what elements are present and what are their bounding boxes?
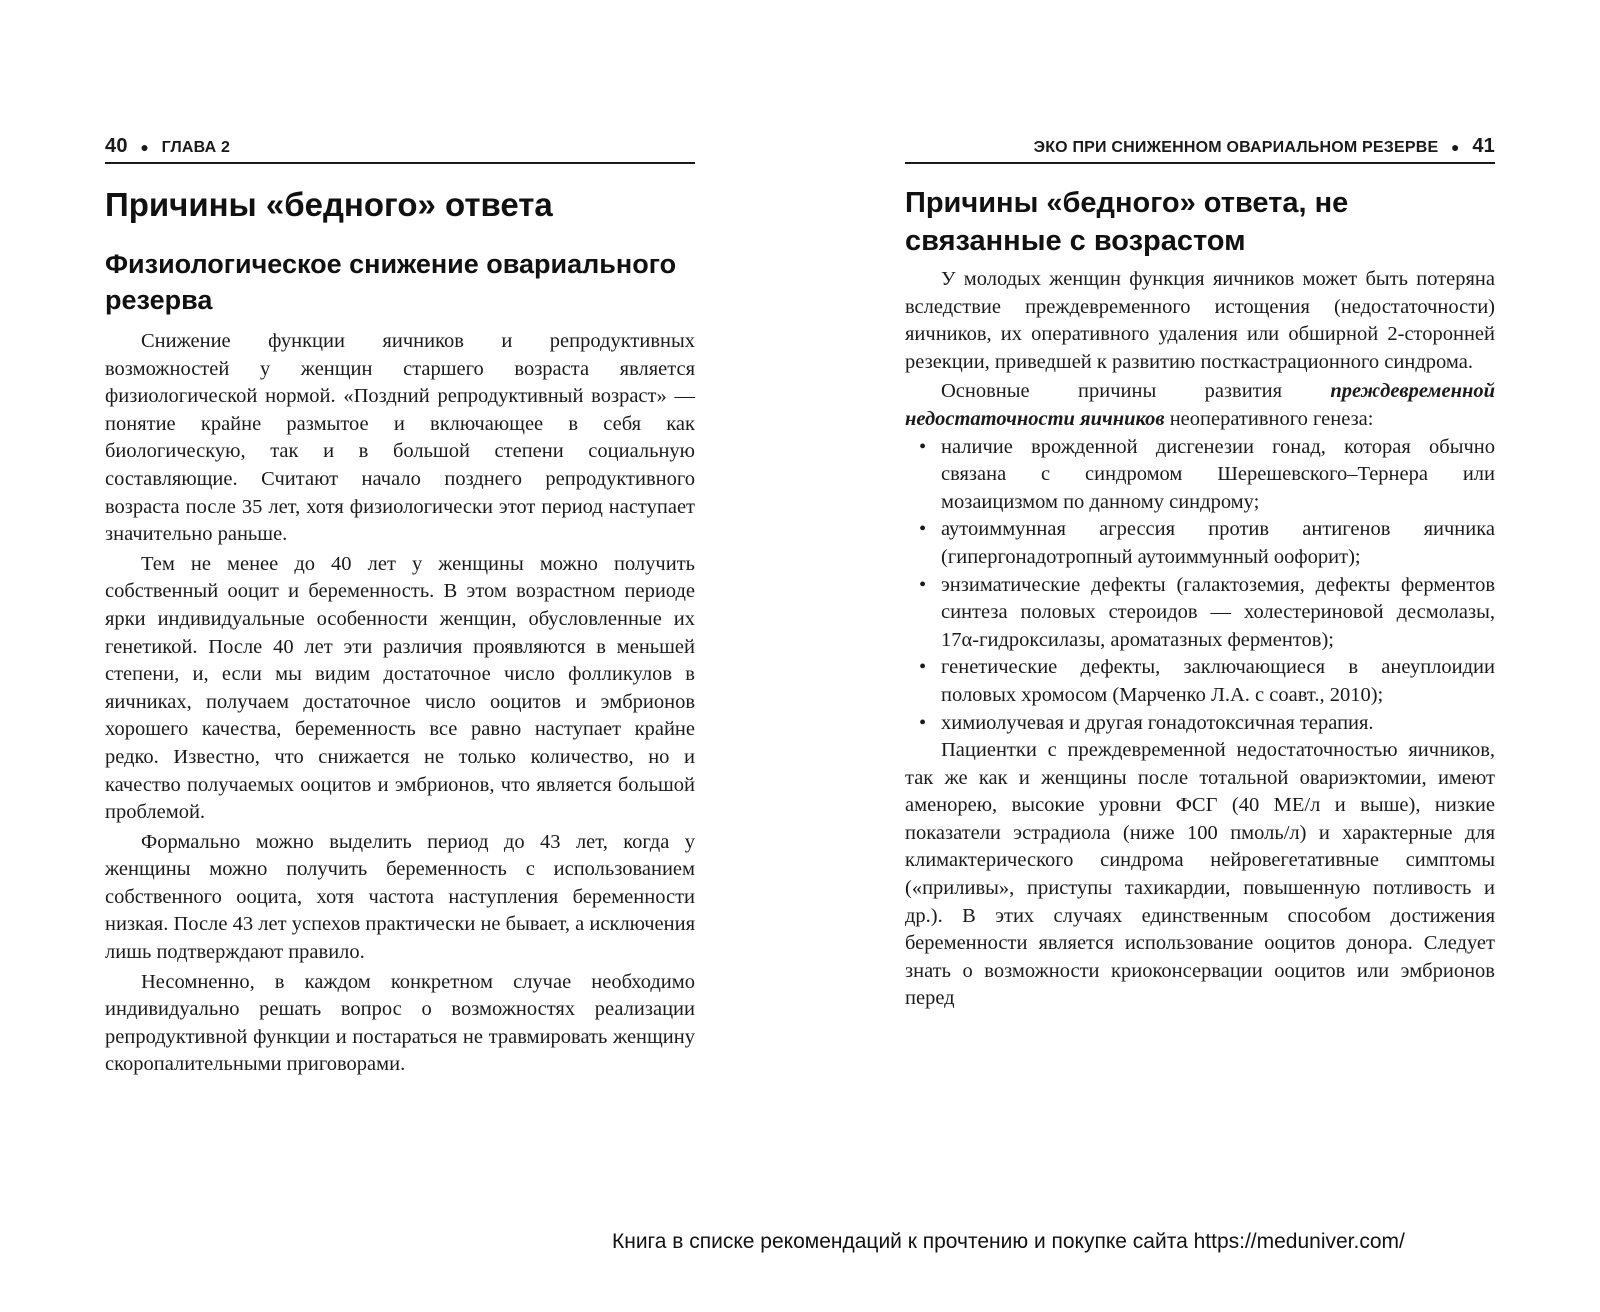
right-paragraph: У молодых женщин функция яичников может быть потеряна вследствие преждевременного истощения (недостаточности) яичников, их оперативного удаления или обширной 2-сторонней резекции, приведшей к развитию посткастрационного синдрома. bbox=[905, 268, 1495, 373]
left-body bbox=[105, 328, 695, 1079]
watermark-link[interactable]: Книга в списке рекомендаций к прочтению и покупке сайта https://meduniver.com/ bbox=[612, 1230, 1405, 1253]
paragraph-text: неоперативного генеза: bbox=[1164, 407, 1374, 430]
left-page-number: 40 bbox=[105, 135, 128, 157]
chapter-label: ГЛАВА 2 bbox=[161, 139, 231, 156]
left-page bbox=[105, 130, 695, 1079]
header-bullet: ● bbox=[140, 139, 149, 155]
right-page bbox=[905, 130, 1495, 1013]
left-paragraph: Формально можно выделить период до 43 лет, когда у женщины можно получить беременность с использованием собственного ооцита, хотя частота наступления беременности низкая. После 43 лет успехов практически не бывает, а исключения лишь подтверждают правило. bbox=[105, 830, 695, 964]
running-title: ЭКО ПРИ СНИЖЕННОМ ОВАРИАЛЬНОМ РЕЗЕРВЕ bbox=[1033, 139, 1439, 156]
causes-list bbox=[905, 434, 1495, 738]
right-paragraph bbox=[905, 378, 1495, 433]
right-section-title: Причины «бедного» ответа, не связанные с возрастом bbox=[905, 187, 1349, 257]
list-item: • аутоиммунная агрессия против антигенов яичника (гипергонадотропный аутоиммунный оофорит); bbox=[941, 516, 1495, 571]
left-paragraph: Тем не менее до 40 лет у женщины можно получить собственный ооцит и беременность. В этом возрастном периоде ярки индивидуальные особенности женщин, обусловленные их генетикой. После 40 лет эти различия проявляются в меньшей степени, и, если мы видим достаточное число фолликулов в яичниках, получаем достаточное число ооцитов и эмбрионов хорошего качества, беременность все равно наступает крайне редко. Известно, что снижается не только количество, но и качество получаемых ооцитов и эмбрионов, что является большой проблемой. bbox=[105, 552, 695, 824]
list-item: • генетические дефекты, заключающиеся в анеуплоидии половых хромосом (Марченко Л.А. с соавт., 2010); bbox=[941, 654, 1495, 709]
paragraph-text: Основные причины развития bbox=[941, 380, 1331, 403]
left-subsection-title: Физиологическое снижение овариального резерва bbox=[105, 249, 677, 315]
list-item: • энзиматические дефекты (галактоземия, дефекты ферментов синтеза половых стероидов — холестериновой десмолазы, 17α-гидроксилазы, ароматазных ферментов); bbox=[941, 572, 1495, 655]
left-paragraph: Снижение функции яичников и репродуктивных возможностей у женщин старшего возраста является физиологической нормой. «Поздний репродуктивный возраст» — понятие крайне размытое и включающее в себя как биологическую, так и в большой степени социальную составляющие. Считают начало позднего репродуктивного возраста после 35 лет, хотя физиологически этот период наступает значительно раньше. bbox=[105, 330, 695, 546]
right-body bbox=[905, 266, 1495, 1013]
right-paragraph: Пациентки с преждевременной недостаточностью яичников, так же как и женщины после тотальной овариэктомии, имеют аменорею, высокие уровни ФСГ (40 МЕ/л и выше), низкие показатели эстрадиола (ниже 100 пмоль/л) и характерные для климактерического синдрома нейровегетативные симптомы («приливы», приступы тахикардии, повышенную потливость и др.). В этих случаях единственным способом достижения беременности является использование ооцитов донора. Следует знать о возможности криоконсервации ооцитов или эмбрионов перед bbox=[905, 739, 1495, 1010]
right-page-number: 41 bbox=[1472, 135, 1495, 157]
list-item: • химиолучевая и другая гонадотоксичная терапия. bbox=[941, 710, 1495, 738]
right-running-head bbox=[905, 130, 1495, 164]
emphasized-term: преждевременной недостаточности яичников bbox=[905, 380, 1495, 430]
left-section-title: Причины «бедного» ответа bbox=[105, 186, 553, 223]
list-item: • наличие врожденной дисгенезии гонад, которая обычно связана с синдромом Шерешевского–Тернера или мозаицизмом по данному синдрому; bbox=[941, 434, 1495, 517]
left-running-head bbox=[105, 130, 695, 164]
header-bullet: ● bbox=[1451, 139, 1460, 155]
left-paragraph: Несомненно, в каждом конкретном случае необходимо индивидуально решать вопрос о возможностях реализации репродуктивной функции и постараться не травмировать женщину скоропалительными приговорами. bbox=[105, 970, 695, 1076]
